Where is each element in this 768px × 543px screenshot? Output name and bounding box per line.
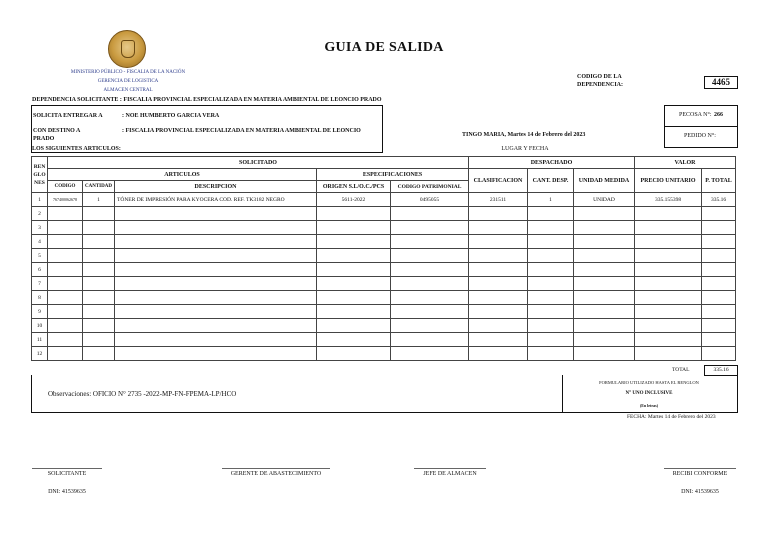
table-row (32, 347, 736, 361)
clasificacion-header: CLASIFICACION (469, 169, 528, 193)
org-line-2: GERENCIA DE LOGISTICA (97, 79, 159, 84)
precio-header: PRECIO UNITARIO (635, 169, 702, 193)
cell-unidad (574, 263, 635, 277)
cell-patrimonial (391, 333, 469, 347)
sig-line-solicitante (32, 468, 102, 469)
formulario-label: FORMULARIO UTILIZADO HASTA EL RENGLON (599, 380, 699, 385)
cell-n: 6 (32, 263, 48, 277)
cell-origen (317, 207, 391, 221)
cell-origen (317, 235, 391, 249)
cell-precio: 335.155398 (635, 193, 702, 207)
cell-precio (635, 333, 702, 347)
cell-descripcion (115, 221, 317, 235)
cell-precio (635, 291, 702, 305)
siguientes-label: LOS SIGUIENTES ARTICULOS: (32, 146, 121, 152)
cell-codigo: 767400062678 (48, 193, 83, 207)
sig-gerente: GERENTE DE ABASTECIMIENTO (230, 471, 322, 477)
lugar-fecha-label: LUGAR Y FECHA (501, 146, 549, 152)
ren-header: REN GLO NES (32, 157, 48, 193)
dependencia-line: DEPENDENCIA SOLICITANTE : FISCALIA PROVINCIAL ESPECIALIZADA EN MATERIA AMBIENTAL DE LEONCIO PRADO (32, 97, 382, 103)
cell-patrimonial (391, 235, 469, 249)
cell-cantidad (83, 291, 115, 305)
cell-origen (317, 249, 391, 263)
cell-unidad: UNIDAD (574, 193, 635, 207)
cell-cant-desp (528, 291, 574, 305)
cell-descripcion (115, 235, 317, 249)
cell-descripcion (115, 333, 317, 347)
cell-descripcion (115, 319, 317, 333)
cell-cant-desp (528, 277, 574, 291)
cell-codigo (48, 347, 83, 361)
solicitado-header: SOLICITADO (48, 157, 469, 169)
cell-cant-desp (528, 249, 574, 263)
cell-clasificacion (469, 249, 528, 263)
total-label: TOTAL (672, 367, 690, 373)
table-row (32, 249, 736, 263)
especificaciones-header: ESPECIFICACIONES (317, 169, 469, 181)
table-row (32, 319, 736, 333)
sig-line-jefe (414, 468, 486, 469)
cantidad-header: CANTIDAD (83, 181, 115, 193)
cant-desp-header: CANT. DESP. (528, 169, 574, 193)
despachado-header: DESPACHADO (469, 157, 635, 169)
cell-cantidad (83, 263, 115, 277)
cell-descripcion (115, 249, 317, 263)
guide-number: 4465 (704, 76, 738, 89)
cell-patrimonial (391, 221, 469, 235)
cell-precio (635, 305, 702, 319)
table-row (32, 207, 736, 221)
page-title: GUIA DE SALIDA (324, 40, 444, 55)
table-row (32, 305, 736, 319)
cell-patrimonial (391, 277, 469, 291)
pecosa-label: PECOSA N°: (679, 112, 712, 118)
cell-descripcion (115, 207, 317, 221)
cell-unidad (574, 221, 635, 235)
cell-clasificacion: 231511 (469, 193, 528, 207)
total-value: 335.16 (704, 365, 738, 376)
cell-descripcion (115, 291, 317, 305)
destino-label-2: PRADO (33, 136, 55, 142)
cell-patrimonial: 0495055 (391, 193, 469, 207)
sig-line-recibi (664, 468, 736, 469)
cell-patrimonial (391, 249, 469, 263)
cell-descripcion (115, 305, 317, 319)
cell-cant-desp (528, 207, 574, 221)
codigo-label-2: DEPENDENCIA: (577, 82, 624, 88)
valor-header: VALOR (635, 157, 736, 169)
cell-origen (317, 319, 391, 333)
cell-cant-desp (528, 221, 574, 235)
destino-value: : FISCALIA PROVINCIAL ESPECIALIZADA EN MATERIA AMBIENTAL DE LEONCIO (122, 128, 361, 134)
cell-origen (317, 263, 391, 277)
cell-cantidad (83, 207, 115, 221)
cell-n: 4 (32, 235, 48, 249)
cell-precio (635, 249, 702, 263)
cell-cantidad (83, 319, 115, 333)
cell-n: 7 (32, 277, 48, 291)
cell-codigo (48, 249, 83, 263)
cell-clasificacion (469, 235, 528, 249)
cell-precio (635, 235, 702, 249)
fecha-footer: FECHA: Martes 14 de Febrero del 2023 (627, 414, 716, 420)
cell-total (702, 263, 736, 277)
cell-origen (317, 291, 391, 305)
cell-cant-desp (528, 347, 574, 361)
cell-origen (317, 347, 391, 361)
cell-cantidad (83, 347, 115, 361)
cell-n: 10 (32, 319, 48, 333)
cell-precio (635, 347, 702, 361)
cell-codigo (48, 277, 83, 291)
table-row (32, 235, 736, 249)
cell-cant-desp (528, 263, 574, 277)
cell-unidad (574, 235, 635, 249)
cell-precio (635, 319, 702, 333)
cell-descripcion (115, 347, 317, 361)
solicita-value: : NOE HUMBERTO GARCIA VERA (122, 113, 220, 119)
cell-n: 5 (32, 249, 48, 263)
cell-precio (635, 207, 702, 221)
pedido-label: PEDIDO N°: (684, 133, 716, 139)
cell-unidad (574, 207, 635, 221)
cell-codigo (48, 305, 83, 319)
table-row (32, 333, 736, 347)
sig-jefe: JEFE DE ALMACEN (423, 471, 477, 477)
sig-solicitante: SOLICITANTE (47, 471, 87, 477)
cell-origen: 5611-2022 (317, 193, 391, 207)
cell-unidad (574, 305, 635, 319)
cell-unidad (574, 291, 635, 305)
origen-header: ORIGEN S.L/O.C./PCS (317, 181, 391, 193)
cell-clasificacion (469, 263, 528, 277)
sig-line-gerente (222, 468, 330, 469)
cell-n: 12 (32, 347, 48, 361)
codigo-header: CODIGO (48, 181, 83, 193)
cell-origen (317, 277, 391, 291)
dni-solicitante: DNI: 41539635 (48, 489, 86, 495)
unidad-header: UNIDAD MEDIDA (574, 169, 635, 193)
cell-total (702, 291, 736, 305)
uno-inclusive: N° UNO INCLUSIVE (625, 391, 673, 396)
cell-cant-desp (528, 235, 574, 249)
table-row (32, 291, 736, 305)
cell-n: 8 (32, 291, 48, 305)
cell-codigo (48, 235, 83, 249)
table-row (32, 263, 736, 277)
cell-cant-desp (528, 305, 574, 319)
cell-total (702, 207, 736, 221)
en-letras: (En letras) (639, 403, 659, 408)
cell-codigo (48, 221, 83, 235)
cell-unidad (574, 277, 635, 291)
cell-clasificacion (469, 305, 528, 319)
items-table (31, 156, 736, 361)
cell-clasificacion (469, 277, 528, 291)
cell-origen (317, 305, 391, 319)
cell-patrimonial (391, 347, 469, 361)
cell-total (702, 235, 736, 249)
cell-patrimonial (391, 319, 469, 333)
table-row (32, 277, 736, 291)
cell-descripcion: TÓNER DE IMPRESIÓN PARA KYOCERA COD. REF. TK3182 NEGRO (115, 193, 317, 207)
pecosa-value: 266 (714, 112, 723, 118)
cell-cant-desp (528, 319, 574, 333)
solicita-label: SOLICITA ENTREGAR A (33, 113, 103, 119)
cell-patrimonial (391, 263, 469, 277)
cell-n: 2 (32, 207, 48, 221)
cell-total (702, 221, 736, 235)
cell-cantidad (83, 333, 115, 347)
cell-n: 1 (32, 193, 48, 207)
cell-unidad (574, 347, 635, 361)
cell-precio (635, 277, 702, 291)
dni-recibi: DNI: 41539635 (681, 489, 719, 495)
cell-cant-desp: 1 (528, 193, 574, 207)
cell-codigo (48, 263, 83, 277)
cell-descripcion (115, 277, 317, 291)
articulos-header: ARTICULOS (48, 169, 317, 181)
cell-precio (635, 221, 702, 235)
cell-codigo (48, 207, 83, 221)
cell-clasificacion (469, 347, 528, 361)
cell-total (702, 277, 736, 291)
cell-patrimonial (391, 305, 469, 319)
cell-cant-desp (528, 333, 574, 347)
patrimonial-header: CODIGO PATRIMONIAL (391, 181, 469, 193)
cell-total (702, 347, 736, 361)
cell-patrimonial (391, 207, 469, 221)
cell-clasificacion (469, 291, 528, 305)
cell-clasificacion (469, 333, 528, 347)
codigo-label-1: CODIGO DE LA (577, 74, 622, 80)
cell-total (702, 305, 736, 319)
cell-unidad (574, 319, 635, 333)
table-row (32, 193, 736, 207)
cell-codigo (48, 291, 83, 305)
cell-cantidad (83, 221, 115, 235)
org-line-1: MINISTERIO PÚBLICO - FISCALIA DE LA NACIÓN (70, 70, 186, 75)
cell-patrimonial (391, 291, 469, 305)
total-header: P. TOTAL (702, 169, 736, 193)
cell-clasificacion (469, 207, 528, 221)
cell-cantidad (83, 235, 115, 249)
cell-n: 11 (32, 333, 48, 347)
cell-precio (635, 263, 702, 277)
cell-n: 9 (32, 305, 48, 319)
observaciones-text: Observaciones: OFICIO N° 2735 -2022-MP-FN-FPEMA-LP/HCO (48, 390, 237, 398)
sig-recibi: RECIBI CONFORME (672, 471, 728, 477)
cell-cantidad (83, 305, 115, 319)
cell-total: 335.16 (702, 193, 736, 207)
table-row (32, 221, 736, 235)
cell-clasificacion (469, 319, 528, 333)
cell-descripcion (115, 263, 317, 277)
cell-cantidad: 1 (83, 193, 115, 207)
cell-unidad (574, 249, 635, 263)
cell-origen (317, 221, 391, 235)
descripcion-header: DESCRIPCION (115, 181, 317, 193)
cell-cantidad (83, 277, 115, 291)
cell-n: 3 (32, 221, 48, 235)
cell-unidad (574, 333, 635, 347)
cell-clasificacion (469, 221, 528, 235)
cell-codigo (48, 333, 83, 347)
cell-total (702, 249, 736, 263)
cell-total (702, 333, 736, 347)
cell-total (702, 319, 736, 333)
lugar-fecha: TINGO MARIA, Martes 14 de Febrero del 2023 (462, 132, 586, 138)
cell-origen (317, 333, 391, 347)
cell-cantidad (83, 249, 115, 263)
cell-codigo (48, 319, 83, 333)
destino-label: CON DESTINO A (33, 128, 81, 134)
org-line-3: ALMACEN CENTRAL (103, 88, 153, 93)
